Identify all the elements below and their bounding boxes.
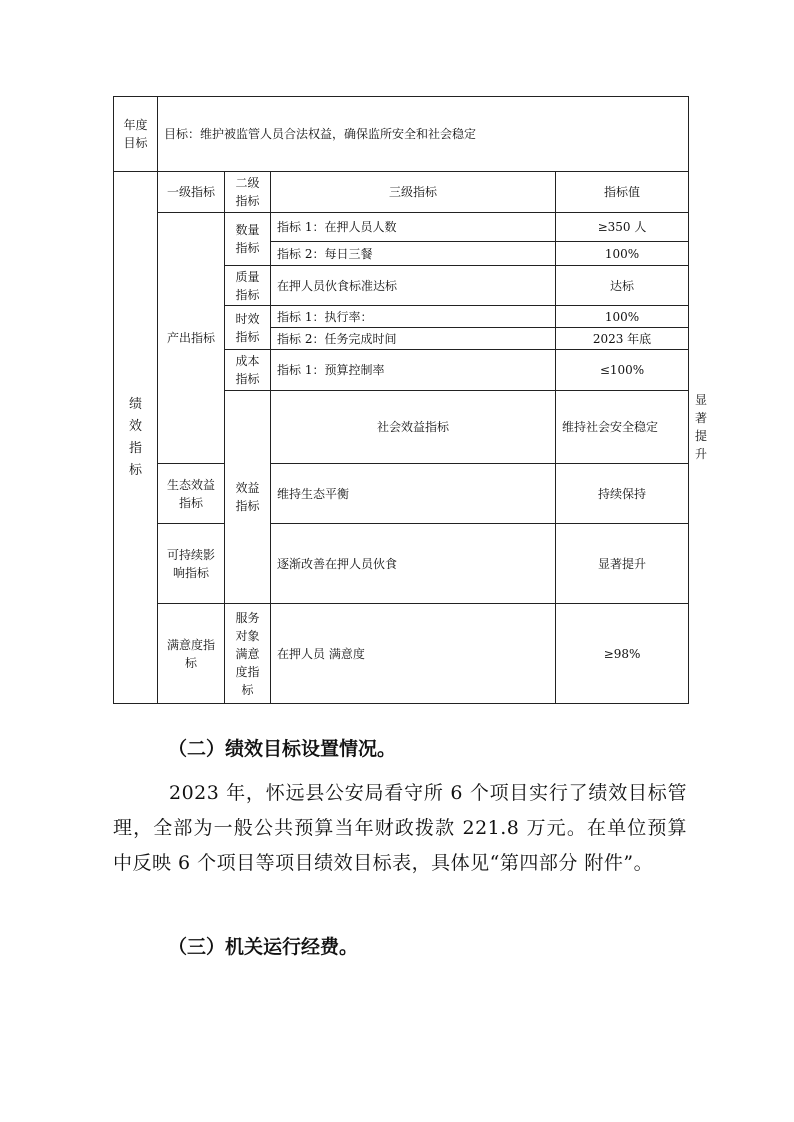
header-level2: 二级指标 [225, 172, 271, 213]
indicator-name: 维持生态平衡 [271, 464, 556, 524]
annual-goal-row [114, 97, 689, 172]
indicator-name: 指标 1：执行率： [271, 306, 556, 328]
annual-goal-text: 目标：维护被监管人员合法权益，确保监所安全和社会稳定 [158, 97, 689, 172]
sustain-impact-label: 可持续影响指标 [158, 524, 225, 604]
body-paragraph: 2023 年，怀远县公安局看守所 6 个项目实行了绩效目标管理，全部为一般公共预算当年财政拨款 221.8 万元。在单位预算中反映 6 个项目等项目绩效目标表，具体见“第四部分 附件”。 [113, 782, 687, 874]
output-indicator-label: 产出指标 [158, 213, 225, 464]
table-row [114, 213, 689, 242]
table-row [114, 464, 689, 524]
indicator-value: 达标 [556, 266, 689, 306]
table-row [114, 524, 689, 604]
indicator-name: 指标 2：每日三餐 [271, 242, 556, 266]
section-heading-2: （二）绩效目标设置情况。 [168, 738, 397, 760]
indicator-value: ≤100% [556, 350, 689, 391]
timeliness-indicator-label: 时效指标 [225, 306, 271, 350]
indicator-value: ≥98% [556, 604, 689, 704]
indicator-name: 在押人员 满意度 [271, 604, 556, 704]
indicator-name: 逐渐改善在押人员伙食 [271, 524, 556, 604]
annual-goal-label: 年度目标 [114, 97, 158, 172]
indicator-name: 指标 2：任务完成时间 [271, 328, 556, 350]
table-header-row [114, 172, 689, 213]
perf-indicator-text: 绩效指标 [128, 396, 142, 478]
social-benefit-label: 社会效益指标 [271, 391, 556, 464]
indicator-name: 在押人员伙食标准达标 [271, 266, 556, 306]
header-level1: 一级指标 [158, 172, 225, 213]
performance-goal-table [113, 96, 708, 704]
table-row: 效益指标 社会效益指标 维持社会安全稳定 显著提升 [114, 391, 689, 464]
satisfaction-indicator-label: 满意度指标 [158, 604, 225, 704]
indicator-name: 指标 1：预算控制率 [271, 350, 556, 391]
table-row [114, 604, 689, 704]
eco-benefit-label: 生态效益指标 [158, 464, 225, 524]
indicator-name: 指标 1：在押人员人数 [271, 213, 556, 242]
indicator-value: 100% [556, 306, 689, 328]
header-level3: 三级指标 [271, 172, 556, 213]
indicator-value: 显著提升 [556, 524, 689, 604]
quality-indicator-label: 质量指标 [225, 266, 271, 306]
quantity-indicator-label: 数量指标 [225, 213, 271, 266]
perf-indicator-label [114, 172, 158, 704]
section-heading-3: （三）机关运行经费。 [168, 936, 359, 958]
indicator-value: ≥350 人 [556, 213, 689, 242]
indicator-name: 维持社会安全稳定 [556, 391, 689, 464]
indicator-value: 100% [556, 242, 689, 266]
header-value: 指标值 [556, 172, 689, 213]
indicator-value: 持续保持 [556, 464, 689, 524]
benefit-indicator-label: 效益指标 [225, 391, 271, 604]
cost-indicator-label: 成本指标 [225, 350, 271, 391]
indicator-value: 2023 年底 [556, 328, 689, 350]
service-satisfaction-label: 服务对象满意度指标 [225, 604, 271, 704]
